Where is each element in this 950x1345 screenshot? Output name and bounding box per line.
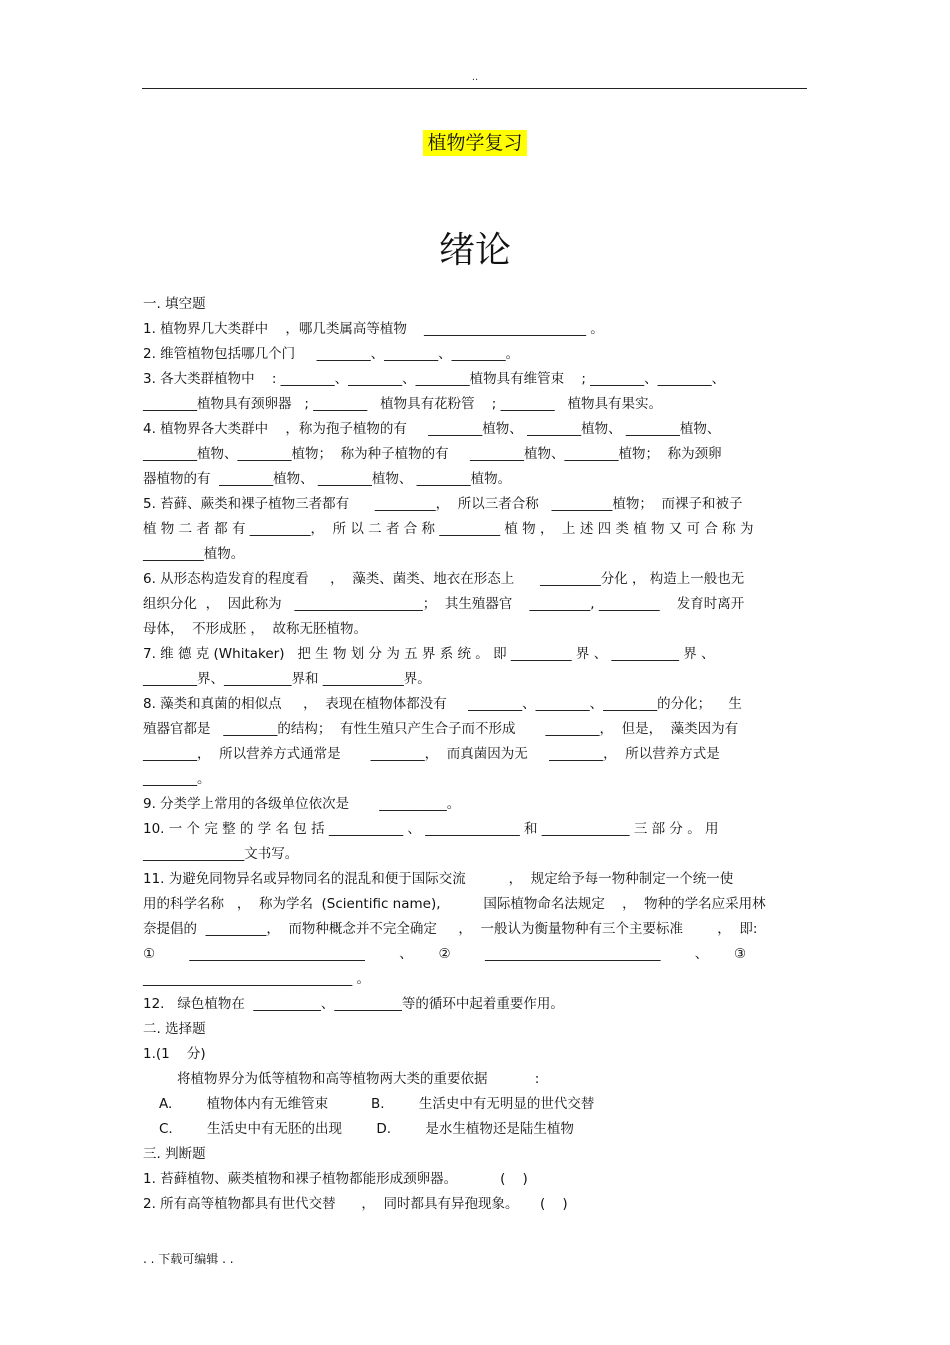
question-line: ________植物具有颈卵器 ; ________ 植物具有花粉管 ; ________ 植物具有果实。 (143, 396, 662, 412)
question-line: 1.(1 分) (143, 1046, 206, 1062)
question-line: 用的科学名称 ， 称为学名 (Scientific name), 国际植物命名法规定 ， 物种的学名应采用林 (143, 896, 766, 912)
chapter-heading: 绪论 (438, 230, 511, 271)
question-line: 6. 从形态构造发育的程度看 ， 藻类、菌类、地衣在形态上 _________分化 ， 构造上一般也无 (143, 571, 745, 587)
question-line: 3. 各大类群植物中 : ________、________、________植物具有维管束 ; ________、________、 (143, 371, 726, 387)
choice-options-cd: C. 生活史中有无胚的出现 D. 是水生植物还是陆生植物 (159, 1121, 574, 1137)
question-line: 1. 苔藓植物、蕨类植物和裸子植物都能形成颈卵器。 ( ) (143, 1171, 528, 1187)
question-line: 植 物 二 者 都 有 _________， 所 以 二 者 合 称 _________ 植 物 ， 上 述 四 类 植 物 又 可 合 称 为 (143, 521, 754, 537)
choice-options-ab: A. 植物体内有无维管束 B. 生活史中有无明显的世代交替 (159, 1096, 595, 1112)
question-line: 8. 藻类和真菌的相似点 ， 表现在植物体都没有 ________、________、________的分化； 生 (143, 696, 742, 712)
question-line: _________植物。 (143, 546, 245, 562)
question-line: ________界、__________界和 ____________界。 (143, 671, 431, 687)
question-line: 奈提倡的 _________， 而物种概念并不完全确定 ， 一般认为衡量物种有三个主要标准 ， 即: (143, 921, 758, 937)
question-line: 2. 维管植物包括哪几个门 ________、________、________。 (143, 346, 520, 362)
section-heading-choice: 二. 选择题 (143, 1021, 206, 1037)
question-line: 4. 植物界各大类群中 ，称为孢子植物的有 ________植物、 ________植物、 ________植物、 (143, 421, 721, 437)
question-line: _______________文书写。 (143, 846, 299, 862)
section-heading-fill: 一. 填空题 (143, 296, 206, 312)
header-mark: .. (471, 72, 479, 83)
page-footer: . . 下载可编辑 . . (143, 1252, 234, 1266)
question-line: 9. 分类学上常用的各级单位依次是 __________。 (143, 796, 461, 812)
question-line: _______________________________ 。 (143, 971, 371, 987)
question-line: ________， 所以营养方式通常是 ________， 而真菌因为无 ________， 所以营养方式是 (143, 746, 720, 762)
question-line: ① __________________________ 、 ② __________________________ 、 ③ (143, 946, 747, 962)
document-title-block (0, 128, 950, 155)
section-heading-judge: 三. 判断题 (143, 1146, 206, 1162)
question-line: 器植物的有 ________植物、 ________植物、 ________植物。 (143, 471, 512, 487)
question-line: 殖器官都是 ________的结构； 有性生殖只产生合子而不形成 ________， 但是， 藻类因为有 (143, 721, 739, 737)
question-line: 1. 植物界几大类群中 ，哪几类属高等植物 ________________________ 。 (143, 321, 604, 337)
question-line: 母体， 不形成胚 ， 故称无胚植物。 (143, 621, 367, 637)
question-line: 11. 为避免同物异名或异物同名的混乱和便于国际交流 ， 规定给予每一物种制定一个统一使 (143, 871, 734, 887)
question-line: 5. 苔藓、蕨类和裸子植物三者都有 _________， 所以三者合称 _________植物； 而裸子和被子 (143, 496, 743, 512)
question-line: ________。 (143, 771, 211, 787)
document-title: 植物学复习 (423, 130, 526, 156)
question-stem: 将植物界分为低等植物和高等植物两大类的重要依据 : (177, 1071, 540, 1087)
question-line: 2. 所有高等植物都具有世代交替 ， 同时都具有异孢现象。 ( ) (143, 1196, 568, 1212)
question-line: ________植物、________植物； 称为种子植物的有 ________植物、________植物； 称为颈卵 (143, 446, 722, 462)
question-line: 12. 绿色植物在 __________、__________等的循环中起着重要作用。 (143, 996, 564, 1012)
header-rule (142, 88, 807, 89)
question-line: 组织分化 ， 因此称为 ___________________； 其生殖器官 _________, _________ 发育时离开 (143, 596, 745, 612)
exercise-body (143, 292, 808, 1217)
question-line: 7. 维 德 克 (Whitaker) 把 生 物 划 分 为 五 界 系 统 。 即 _________ 界 、 __________ 界 、 (143, 646, 715, 662)
question-line: 10. 一 个 完 整 的 学 名 包 括 ___________ 、 ______________ 和 _____________ 三 部 分 。 用 (143, 821, 719, 837)
